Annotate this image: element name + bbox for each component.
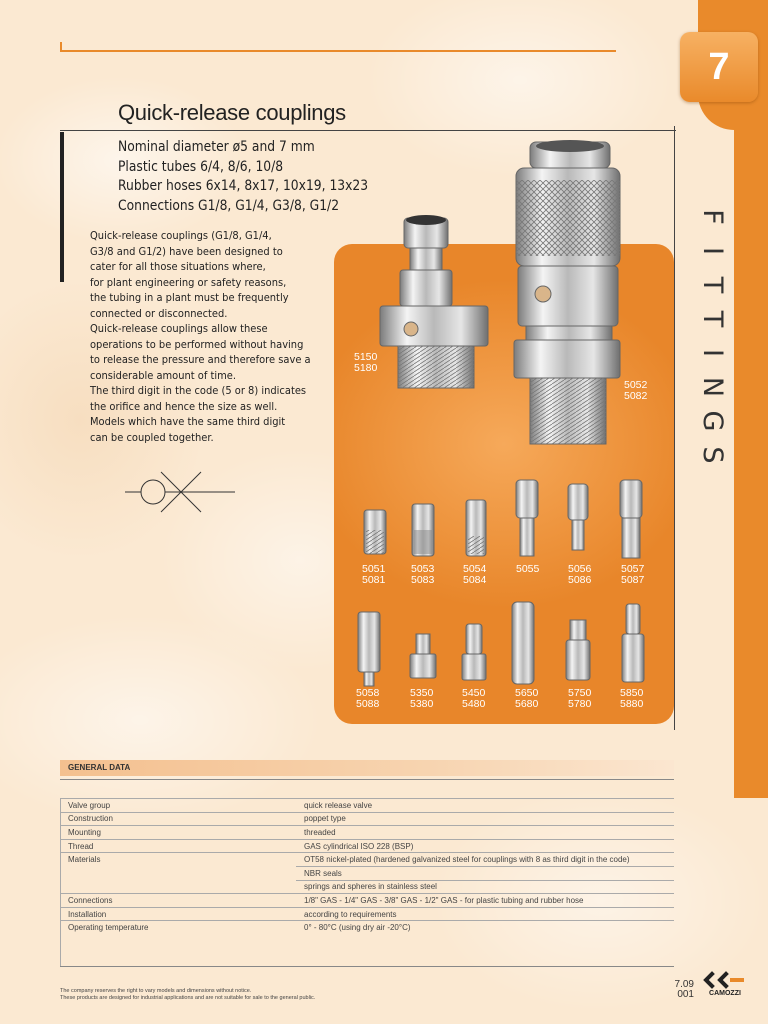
footer-line: These products are designed for industrial applications and are not suitable for sale to the general public.	[60, 995, 316, 1001]
page-title: Quick-release couplings	[118, 100, 346, 125]
product-code-label: 5650 5680	[515, 687, 539, 710]
table-row	[60, 921, 674, 934]
section-letter: I	[697, 349, 728, 357]
table-row	[60, 853, 674, 867]
spec-key: Materials	[60, 853, 296, 867]
intro-line: cater for all those situations where,	[90, 260, 266, 273]
product-code-label: 5051 5081	[362, 563, 386, 586]
spec-key: Operating temperature	[60, 921, 296, 934]
spec-value: according to requirements	[296, 907, 674, 921]
intro-line: can be coupled together.	[90, 430, 214, 444]
spec-value: threaded	[296, 826, 674, 840]
spec-key: Mounting	[60, 826, 296, 840]
spec-key: Thread	[60, 839, 296, 853]
footer-disclaimer	[60, 988, 315, 1002]
spec-value: GAS cylindrical ISO 228 (BSP)	[296, 839, 674, 853]
section-letter: I	[697, 247, 728, 255]
product-code-label: 5450 5480	[462, 687, 486, 710]
product-code-label: 5350 5380	[410, 687, 434, 710]
spec-key: Construction	[60, 812, 296, 826]
product-code-label: 5750 5780	[568, 687, 592, 710]
section-letter: N	[697, 376, 728, 398]
section-letter: F	[697, 209, 728, 225]
intro-line: the orifice and hence the size as well.	[90, 399, 278, 413]
chapter-number: 7	[680, 32, 758, 102]
section-letter: T	[697, 276, 728, 294]
spec-line: Plastic tubes 6/4, 8/6, 10/8	[118, 158, 284, 175]
brand-name: CAMOZZI	[709, 990, 741, 997]
footer-line: The company reserves the right to vary models and dimensions without notice.	[60, 988, 252, 994]
table-row	[60, 907, 674, 921]
general-data-bottom-rule	[60, 966, 674, 967]
table-row	[60, 894, 674, 908]
spec-value: 0° - 80°C (using dry air -20°C)	[296, 921, 674, 934]
spec-value: quick release valve	[296, 799, 674, 813]
fitting-row-2	[358, 602, 644, 686]
coupling-5052-icon	[514, 140, 620, 444]
spec-key: Connections	[60, 894, 296, 908]
product-code-label: 5150 5180	[354, 351, 378, 374]
product-code-label: 5054 5084	[463, 563, 487, 586]
page-number: 7.09 001	[674, 979, 694, 1000]
intro-line: to release the pressure and therefore save a	[90, 353, 311, 366]
product-code-label: 5850 5880	[620, 687, 644, 710]
table-row	[60, 826, 674, 840]
section-letter: G	[697, 410, 728, 432]
product-code-label: 5055	[516, 563, 540, 575]
spec-line: Rubber hoses 6x14, 8x17, 10x19, 13x23	[118, 178, 369, 194]
spec-line: Connections G1/8, G1/4, G3/8, G1/2	[118, 197, 340, 214]
spec-key	[60, 866, 296, 880]
table-row	[60, 866, 674, 880]
section-letter: S	[697, 446, 728, 464]
general-data-rule	[60, 779, 674, 780]
product-code-label: 5058 5088	[356, 687, 380, 710]
intro-line: considerable amount of time.	[90, 368, 237, 382]
intro-line: the tubing in a plant must be frequently	[90, 291, 289, 304]
intro-line: Models which have the same third digit	[90, 415, 286, 428]
intro-line: for plant engineering or safety reasons,	[90, 275, 287, 289]
spec-value: 1/8" GAS - 1/4" GAS - 3/8" GAS - 1/2" GAS - for plastic tubing and rubber hose	[296, 894, 674, 908]
intro-line: Quick-release couplings allow these	[90, 322, 268, 335]
product-code-label: 5057 5087	[621, 563, 645, 586]
coupling-5150-icon	[380, 215, 488, 388]
section-letter: T	[697, 310, 728, 328]
spec-value: springs and spheres in stainless steel	[296, 880, 674, 894]
product-code-label: 5056 5086	[568, 563, 592, 586]
fitting-row-1	[364, 480, 642, 558]
general-data-table	[60, 798, 674, 934]
table-row	[60, 880, 674, 894]
spec-line: Nominal diameter ø5 and 7 mm	[118, 139, 315, 155]
table-row	[60, 812, 674, 826]
spec-value: NBR seals	[296, 866, 674, 880]
camozzi-logo-icon	[702, 970, 748, 1006]
table-row	[60, 799, 674, 813]
intro-line: G3/8 and G1/2) have been designed to	[90, 244, 283, 258]
product-code-label: 5053 5083	[411, 563, 435, 586]
table-row	[60, 839, 674, 853]
intro-line: connected or disconnected.	[90, 306, 228, 320]
spec-key	[60, 880, 296, 894]
spec-key: Valve group	[60, 799, 296, 813]
spec-key: Installation	[60, 907, 296, 921]
general-data-header: GENERAL DATA	[60, 760, 674, 776]
spec-value: OT58 nickel-plated (hardened galvanized steel for couplings with 8 as third digit in the code)	[296, 853, 674, 867]
intro-line: operations to be performed without having	[90, 337, 304, 351]
intro-line: Quick-release couplings (G1/8, G1/4,	[90, 229, 272, 242]
spec-value: poppet type	[296, 812, 674, 826]
product-code-label: 5052 5082	[624, 379, 648, 402]
intro-line: The third digit in the code (5 or 8) indicates	[90, 384, 307, 397]
